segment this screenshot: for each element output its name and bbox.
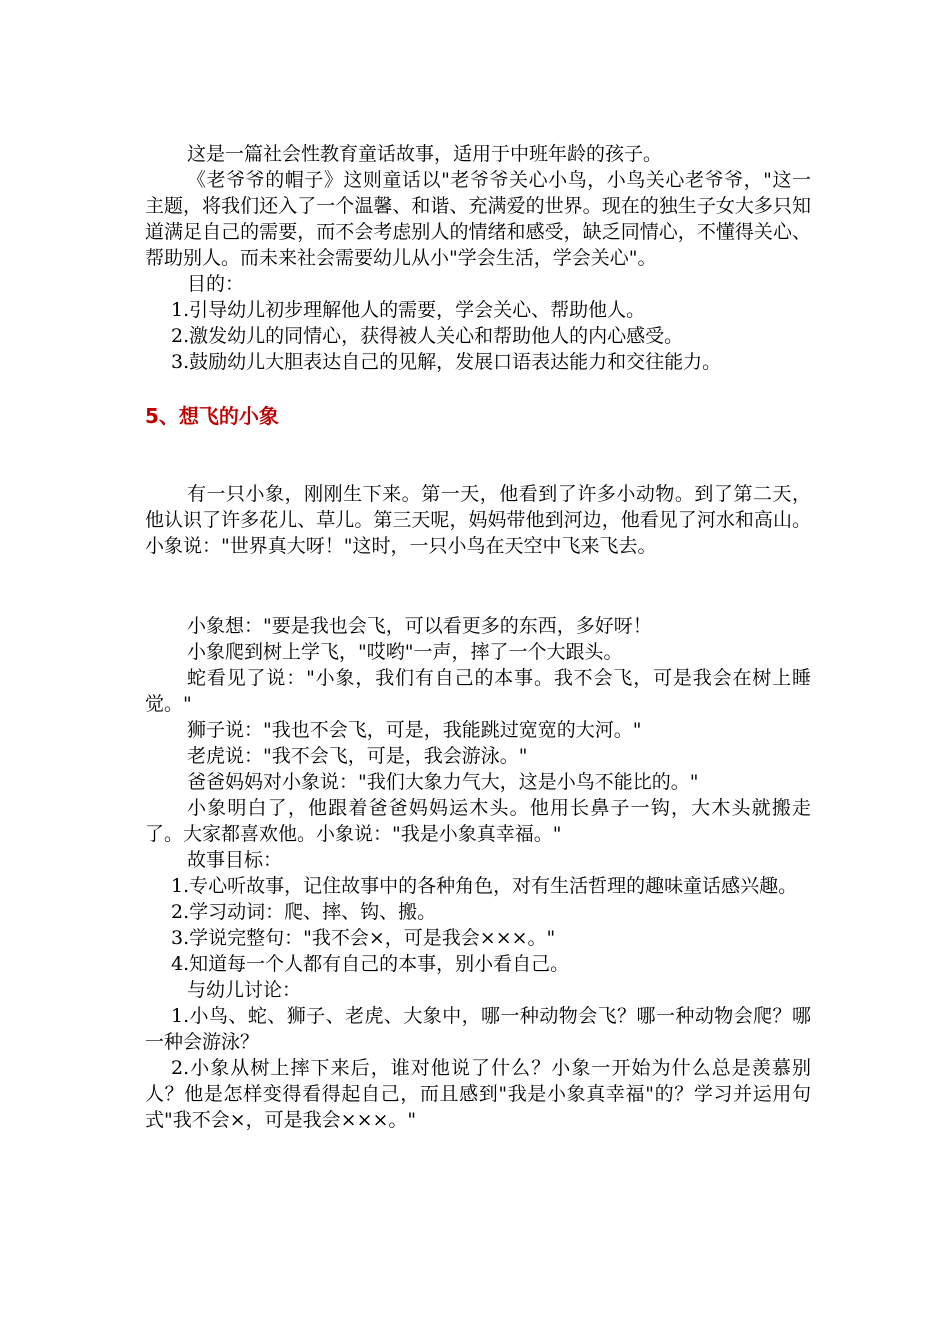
goal-item: 1.引导幼儿初步理解他人的需要，学会关心、帮助他人。 [171, 299, 646, 321]
section-heading: 5、想飞的小象 [145, 404, 279, 428]
story-line: 小象想："要是我也会飞，可以看更多的东西，多好呀！ [187, 615, 652, 637]
intro-paragraph: 这是一篇社会性教育童话故事，适用于中班年龄的孩子。 [187, 143, 663, 165]
story-goal-item: 1.专心听故事，记住故事中的各种角色，对有生活哲理的趣味童话感兴趣。 [171, 875, 798, 897]
story-goal-item: 2.学习动词：爬、摔、钩、搬。 [171, 901, 437, 923]
goal-item: 2.激发幼儿的同情心，获得被人关心和帮助他人的内心感受。 [171, 325, 684, 347]
discussion-item: 1.小鸟、蛇、狮子、老虎、大象中，哪一种动物会飞？哪一种动物会爬？哪一种会游泳？ [145, 1005, 811, 1053]
story-line: 蛇看见了说："小象，我们有自己的本事。我不会飞，可是我会在树上睡觉。" [145, 667, 811, 715]
spacer [145, 429, 811, 481]
story-goal-item: 4.知道每一个人都有自己的本事，别小看自己。 [171, 953, 570, 975]
story-line: 爸爸妈妈对小象说："我们大象力气大，这是小鸟不能比的。" [187, 771, 699, 793]
spacer [145, 559, 811, 613]
story-paragraph: 有一只小象，刚刚生下来。第一天，他看到了许多小动物。到了第二天，他认识了许多花儿、草儿。第三天呢，妈妈带他到河边，他看见了河水和高山。小象说："世界真大呀！"这时，一只小鸟在天空中飞来飞去。 [145, 483, 811, 557]
goal-item: 3.鼓励幼儿大胆表达自己的见解，发展口语表达能力和交往能力。 [171, 351, 722, 373]
story-line: 狮子说："我也不会飞，可是，我能跳过宽宽的大河。" [187, 719, 642, 741]
discussion-item: 2.小象从树上摔下来后，谁对他说了什么？小象一开始为什么总是羡慕别人？他是怎样变得看得起自己，而且感到"我是小象真幸福"的？学习并运用句式"我不会×，可是我会×××。" [145, 1057, 811, 1131]
discussion-title: 与幼儿讨论： [187, 979, 302, 1001]
spacer [145, 375, 811, 403]
goals-title: 目的： [187, 273, 245, 295]
story-goal-item: 3.学说完整句："我不会×，可是我会×××。" [171, 927, 556, 949]
story-line: 老虎说："我不会飞，可是，我会游泳。" [187, 745, 528, 767]
story-goals-title: 故事目标： [187, 849, 283, 871]
story-line: 小象爬到树上学飞，"哎哟"一声，摔了一个大跟头。 [187, 641, 623, 663]
description-paragraph: 《老爷爷的帽子》这则童话以"老爷爷关心小鸟，小鸟关心老爷爷，"这一主题，将我们还入了一个温馨、和谐、充满爱的世界。现在的独生子女大多只知道满足自己的需要，而不会考虑别人的情绪和感受，缺乏同情心，不懂得关心、帮助别人。而未来社会需要幼儿从小"学会生活，学会关心"。 [145, 169, 811, 269]
story-line: 小象明白了，他跟着爸爸妈妈运木头。他用长鼻子一钩，大木头就搬走了。大家都喜欢他。小象说："我是小象真幸福。" [145, 797, 811, 845]
document-page [145, 141, 811, 1133]
